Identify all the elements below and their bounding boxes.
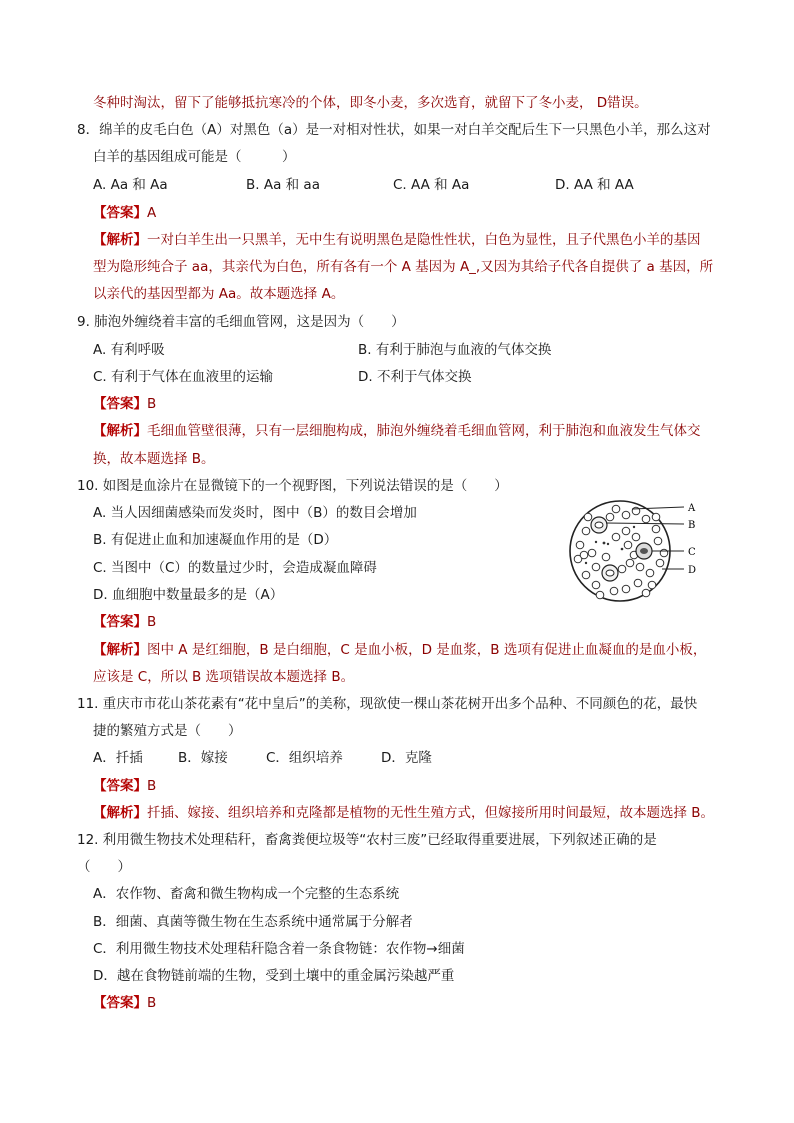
answer-tag: 【答案】 <box>93 396 147 412</box>
red-blood-cell <box>654 537 662 545</box>
red-blood-cell <box>592 563 600 571</box>
q11-option-d: D．克隆 <box>381 750 432 766</box>
q11-answer <box>93 776 156 796</box>
q10-option-b: B. 有促进止血和加速凝血作用的是（D） <box>93 532 338 548</box>
red-blood-cell <box>622 511 630 519</box>
analysis-tag: 【解析】 <box>93 423 147 439</box>
red-blood-cell <box>642 589 650 597</box>
q12-option-d: D．越在食物链前端的生物，受到土壤中的重金属污染越严重 <box>93 968 455 984</box>
red-blood-cell <box>582 527 590 535</box>
red-blood-cell <box>610 587 618 595</box>
q10-analysis-line-2: 应该是 C，所以 B 选项错误故本题选择 B。 <box>93 669 355 685</box>
red-blood-cell <box>632 533 640 541</box>
q12-stem-line-1: 12. 利用微生物技术处理秸秆，畜禽粪便垃圾等“农村三废”已经取得重要进展，下列叙述正确的是 <box>77 832 657 848</box>
answer-tag: 【答案】 <box>93 995 147 1011</box>
q8-answer-value: A <box>147 205 157 221</box>
q12-answer-value: B <box>147 995 157 1011</box>
analysis-tag: 【解析】 <box>93 642 147 658</box>
q11-answer-value: B <box>147 778 157 794</box>
q12-option-b: B．细菌、真菌等微生物在生态系统中通常属于分解者 <box>93 914 413 930</box>
q8-option-b: B. Aa 和 aa <box>246 177 320 193</box>
q11-analysis-text-1: 扦插、嫁接、组织培养和克隆都是植物的无性生殖方式，但嫁接所用时间最短，故本题选择 B。 <box>147 805 715 821</box>
red-blood-cell <box>652 525 660 533</box>
q9-option-a: A. 有利呼吸 <box>93 342 165 358</box>
q9-stem: 9. 肺泡外缠绕着丰富的毛细血管网，这是因为（ ） <box>77 314 405 330</box>
red-blood-cell <box>580 551 588 559</box>
red-blood-cell <box>588 549 596 557</box>
q8-stem-line-1: 8．绵羊的皮毛白色（A）对黑色（a）是一对相对性状，如果一对白羊交配后生下一只黑色小羊，那么这对 <box>77 122 711 138</box>
q12-option-c: C．利用微生物技术处理秸秆隐含着一条食物链：农作物→细菌 <box>93 941 465 957</box>
answer-tag: 【答案】 <box>93 778 147 794</box>
q9-answer <box>93 394 156 414</box>
q9-analysis-text-1: 毛细血管壁很薄，只有一层细胞构成，肺泡外缠绕着毛细血管网，利于肺泡和血液发生气体交 <box>147 423 701 439</box>
q11-option-a: A．扦插 <box>93 750 143 766</box>
q10-answer-value: B <box>147 614 157 630</box>
red-blood-cell <box>660 549 668 557</box>
red-blood-cell <box>612 505 620 513</box>
q12-option-a: A．农作物、畜禽和微生物构成一个完整的生态系统 <box>93 886 400 902</box>
blood-smear-figure <box>566 497 701 607</box>
label-d: D <box>688 565 697 576</box>
q10-stem: 10. 如图是血涂片在显微镜下的一个视野图，下列说法错误的是（ ） <box>77 478 508 494</box>
q9-option-b: B. 有利于肺泡与血液的气体交换 <box>358 342 552 358</box>
q8-option-a: A. Aa 和 Aa <box>93 177 168 193</box>
q9-analysis-line-2: 换，故本题选择 B。 <box>93 451 215 467</box>
red-blood-cell <box>584 513 592 521</box>
q10-option-c: C. 当图中（C）的数量过少时，会造成凝血障碍 <box>93 560 377 576</box>
q10-option-a: A. 当人因细菌感染而发炎时，图中（B）的数目会增加 <box>93 505 417 521</box>
q9-option-d: D. 不利于气体交换 <box>358 369 472 385</box>
q8-stem-line-2: 白羊的基因组成可能是（ ） <box>93 149 296 165</box>
q9-analysis-line-1 <box>93 421 701 441</box>
q11-option-b: B．嫁接 <box>178 750 228 766</box>
red-blood-cell <box>646 569 654 577</box>
q8-analysis-line-3: 以亲代的基因型都为 Aa。故本题选择 A。 <box>93 286 345 302</box>
red-blood-cell <box>618 565 626 573</box>
label-c: C <box>688 547 696 558</box>
q12-stem-line-2: （ ） <box>77 859 131 875</box>
answer-tag: 【答案】 <box>93 205 147 221</box>
red-blood-cell <box>596 591 604 599</box>
q8-analysis-line-1 <box>93 230 701 250</box>
red-blood-cell <box>636 563 644 571</box>
label-a: A <box>688 503 696 514</box>
red-blood-cell <box>634 579 642 587</box>
red-blood-cell <box>602 553 610 561</box>
q12-answer <box>93 993 156 1013</box>
red-blood-cell <box>592 581 600 589</box>
q11-stem-line-1: 11. 重庆市市花山茶花素有“花中皇后”的美称，现欲使一棵山茶花树开出多个品种、不同颜色的花，最快 <box>77 696 698 712</box>
q10-option-d: D. 血细胞中数量最多的是（A） <box>93 587 284 603</box>
q10-analysis-text-1: 图中 A 是红细胞，B 是白细胞，C 是血小板，D 是血浆，B 选项有促进止血凝血的是血小板， <box>147 642 707 658</box>
analysis-tag: 【解析】 <box>93 805 147 821</box>
red-blood-cell <box>642 515 650 523</box>
q8-answer <box>93 203 156 223</box>
q9-option-c: C. 有利于气体在血液里的运输 <box>93 369 274 385</box>
q11-stem-line-2: 捷的繁殖方式是（ ） <box>93 723 242 739</box>
red-blood-cell <box>612 533 620 541</box>
answer-tag: 【答案】 <box>93 614 147 630</box>
label-b: B <box>688 520 696 531</box>
q8-option-d: D. AA 和 AA <box>555 177 634 193</box>
q11-analysis-line-1 <box>93 803 714 823</box>
red-blood-cell <box>656 559 664 567</box>
q8-analysis-text-1: 一对白羊生出一只黑羊，无中生有说明黑色是隐性性状，白色为显性，且子代黑色小羊的基因 <box>147 232 701 248</box>
red-blood-cell <box>648 581 656 589</box>
red-blood-cell <box>652 513 660 521</box>
continued-analysis-line: 冬种时淘汰，留下了能够抵抗寒冷的个体，即冬小麦，多次选育，就留下了冬小麦， D错误。 <box>93 95 648 111</box>
red-blood-cell <box>626 559 634 567</box>
q9-answer-value: B <box>147 396 157 412</box>
red-blood-cell <box>582 571 590 579</box>
red-blood-cell <box>624 541 632 549</box>
red-blood-cell <box>622 585 630 593</box>
analysis-tag: 【解析】 <box>93 232 147 248</box>
q11-option-c: C．组织培养 <box>266 750 343 766</box>
q8-option-c: C. AA 和 Aa <box>393 177 470 193</box>
q10-answer <box>93 612 156 632</box>
red-blood-cell <box>606 513 614 521</box>
red-blood-cell <box>576 541 584 549</box>
red-blood-cell <box>622 527 630 535</box>
q8-analysis-line-2: 型为隐形纯合子 aa，其亲代为白色，所有各有一个 A 基因为 A_,又因为其给子代各自提供了 a 基因，所 <box>93 259 714 275</box>
q10-analysis-line-1 <box>93 640 706 660</box>
